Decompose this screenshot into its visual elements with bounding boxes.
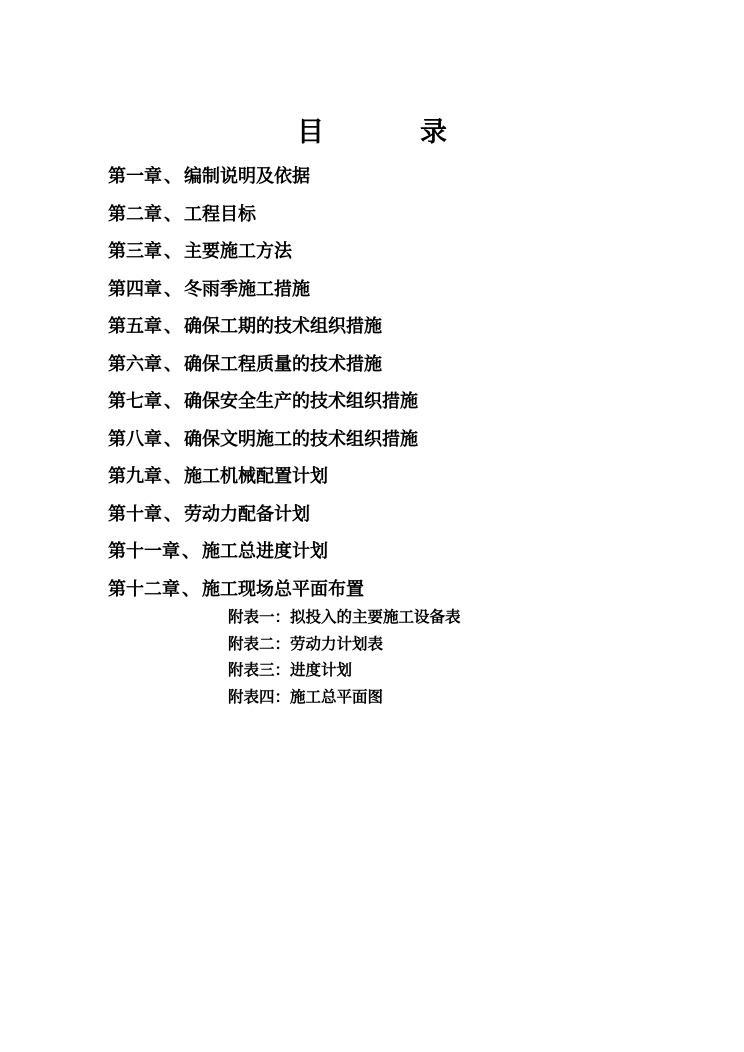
annex-item[interactable]: 附表三：进度计划 [228,661,353,679]
annex-list [228,604,688,710]
toc-entry[interactable] [108,496,688,534]
toc-entry-label: 确保工期的技术组织措施 [184,316,382,337]
annex-item[interactable]: 附表二：劳动力计划表 [228,634,384,653]
toc-entry-label: 确保工程质量的技术措施 [184,353,382,375]
toc-entry-label: 确保安全生产的技术组织措施 [184,391,418,412]
toc-entry-number: 第三章 [108,241,162,262]
toc-entry[interactable] [108,346,688,384]
toc-entry[interactable] [108,196,688,234]
toc-entry-number: 第十一章 [108,541,180,562]
annex-item[interactable]: 附表一：拟投入的主要施工设备表 [228,608,461,626]
toc-entry[interactable] [108,158,688,196]
toc-entry-label: 劳动力配备计划 [184,503,310,525]
toc-entry-label: 主要施工方法 [184,241,292,262]
toc-entry[interactable] [108,458,688,496]
toc-entry-label: 施工机械配置计划 [184,466,328,487]
toc-entry[interactable] [108,571,688,609]
toc-entry-number: 第十二章 [108,578,180,600]
annex-item[interactable]: 附表四：施工总平面图 [228,687,384,706]
toc-entry-separator: 、 [164,241,182,262]
toc-entry-separator: 、 [164,278,182,300]
toc-entry-number: 第四章 [108,278,162,300]
page-title: 目 录 [297,117,461,148]
toc-entry-number: 第十章 [108,503,162,525]
toc-entry-separator: 、 [164,353,182,375]
table-of-contents [108,158,688,608]
toc-entry[interactable] [108,533,688,571]
toc-entry-label: 确保文明施工的技术组织措施 [184,428,418,450]
toc-entry-separator: 、 [182,541,200,562]
toc-entry-separator: 、 [164,203,182,225]
toc-entry-number: 第八章 [108,428,162,450]
toc-entry[interactable] [108,383,688,421]
toc-entry-separator: 、 [164,428,182,450]
toc-entry-label: 施工总进度计划 [202,541,328,562]
toc-entry-separator: 、 [164,166,182,187]
toc-entry-number: 第六章 [108,353,162,375]
toc-entry-label: 冬雨季施工措施 [184,278,310,300]
toc-entry[interactable] [108,233,688,271]
toc-entry-number: 第一章 [108,166,162,187]
toc-entry[interactable] [108,308,688,346]
toc-entry[interactable] [108,421,688,459]
toc-entry-label: 施工现场总平面布置 [202,578,364,600]
toc-entry-separator: 、 [182,578,200,600]
toc-entry-number: 第五章 [108,316,162,337]
toc-entry-number: 第二章 [108,203,162,225]
toc-entry-separator: 、 [164,316,182,337]
toc-entry-separator: 、 [164,466,182,487]
toc-entry-label: 工程目标 [184,203,256,225]
toc-entry-label: 编制说明及依据 [184,166,310,187]
toc-entry-separator: 、 [164,391,182,412]
toc-entry-separator: 、 [164,503,182,525]
toc-entry-number: 第七章 [108,391,162,412]
toc-entry-number: 第九章 [108,466,162,487]
toc-entry[interactable] [108,271,688,309]
